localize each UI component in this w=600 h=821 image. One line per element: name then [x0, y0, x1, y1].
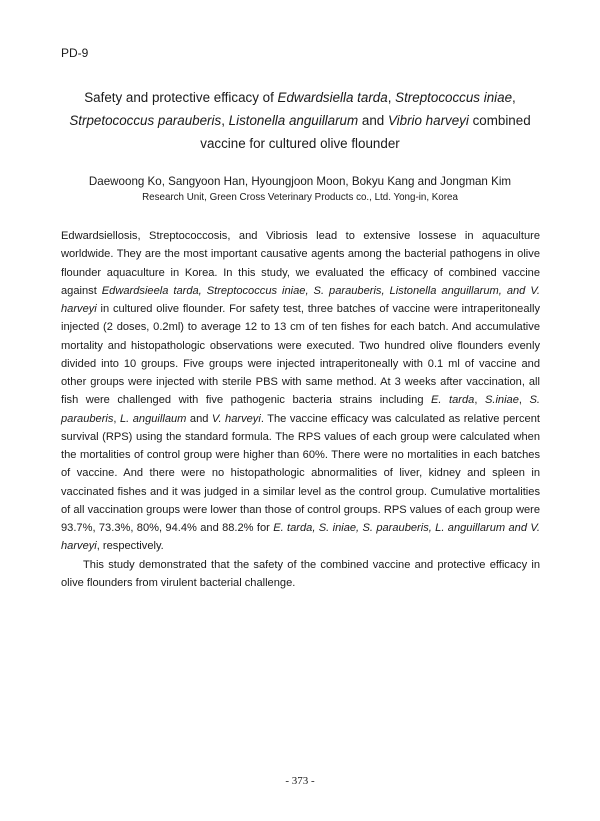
text-run: , — [113, 412, 120, 425]
species-term: V. harveyi — [211, 412, 261, 425]
species-listonella: Listonella anguillarum — [228, 113, 359, 128]
species-parauberis: Strpetococcus parauberis — [69, 113, 222, 128]
title-text: , — [512, 90, 516, 105]
species-edwardsiella: Edwardsiella tarda — [277, 90, 388, 105]
text-run: in cultured olive flounder. For safety test, three batches of vaccine were intraperitoneally injected (2 doses, 0.2ml) to average 12 to 13 cm of ten fishes for each batch. And accumulative mortality and histopathologic observations were executed. Two hundred olive flounders evenly divided into 10 groups. Five groups were injected intraperitoneally with 0.1 ml of vaccine and other groups were injected with sterile PBS with same method. At 3 weeks after vaccination, all fish were challenged with five pathogenic bacteria strains including — [61, 303, 540, 407]
species-list: E. tarda, S. iniae, S. parauberis, L. anguillarum and V. harveyi — [61, 522, 541, 553]
text-run: and — [186, 412, 212, 425]
page-number: - 373 - — [285, 775, 315, 787]
title-text: , — [221, 113, 229, 128]
title-text: , — [387, 90, 396, 105]
species-vibrio: Vibrio harveyi — [387, 113, 469, 128]
species-term: S.iniae — [484, 394, 519, 407]
species-term: L. anguillaum — [120, 412, 187, 425]
session-code: PD-9 — [61, 46, 89, 60]
authors: Daewoong Ko, Sangyoon Han, Hyoungjoon Moon, Bokyu Kang and Jongman Kim — [88, 175, 512, 188]
text-run: , respectively. — [96, 540, 164, 553]
text-run: , — [474, 394, 485, 407]
affiliation: Research Unit, Green Cross Veterinary Products co., Ltd. Yong-in, Korea — [142, 192, 458, 203]
conclusion-paragraph: This study demonstrated that the safety of the combined vaccine and protective efficacy in olive flounders from virulent bacterial challenge. — [61, 558, 540, 589]
text-run: . The vaccine efficacy was calculated as relative percent survival (RPS) using the standard formula. The RPS values of each group were calculated when the mortalities of control group were higher than 60%. There were no mortalities in each batches of vaccine. And there were no histopathologic abnormalities of liver, kidney and spleen in vaccinated fishes and it was judged in a similar level as the control group. Cumulative mortalities of all vaccination groups were lower than those of control groups. RPS values of each group were 93.7%, 73.3%, 80%, 94.4% and 88.2% for — [61, 412, 540, 534]
paper-title — [60, 86, 540, 155]
title-text: Safety and protective efficacy of — [84, 90, 278, 105]
text-run: Edwardsiellosis, Streptococcosis, and Vibriosis lead to extensive lossese in aquaculture worldwide. They are the most important causative agents among the bacterial pathogens in olive flounder aquaculture in Korea. In this study, we evaluated the efficacy of combined vaccine against — [61, 230, 540, 297]
text-run: , — [518, 394, 530, 407]
species-term: S. parauberis — [61, 394, 540, 425]
abstract-paragraph — [61, 227, 540, 556]
species-term: E. tarda — [431, 394, 475, 407]
species-streptococcus-iniae: Streptococcus iniae — [395, 90, 513, 105]
title-text: and — [358, 113, 388, 128]
abstract — [61, 227, 540, 592]
species-list: Edwardsieela tarda, Streptococcus iniae, S. parauberis, Listonella anguillarum, and V. harveyi — [61, 284, 540, 315]
title-text: combined vaccine for cultured olive flounder — [200, 113, 531, 151]
